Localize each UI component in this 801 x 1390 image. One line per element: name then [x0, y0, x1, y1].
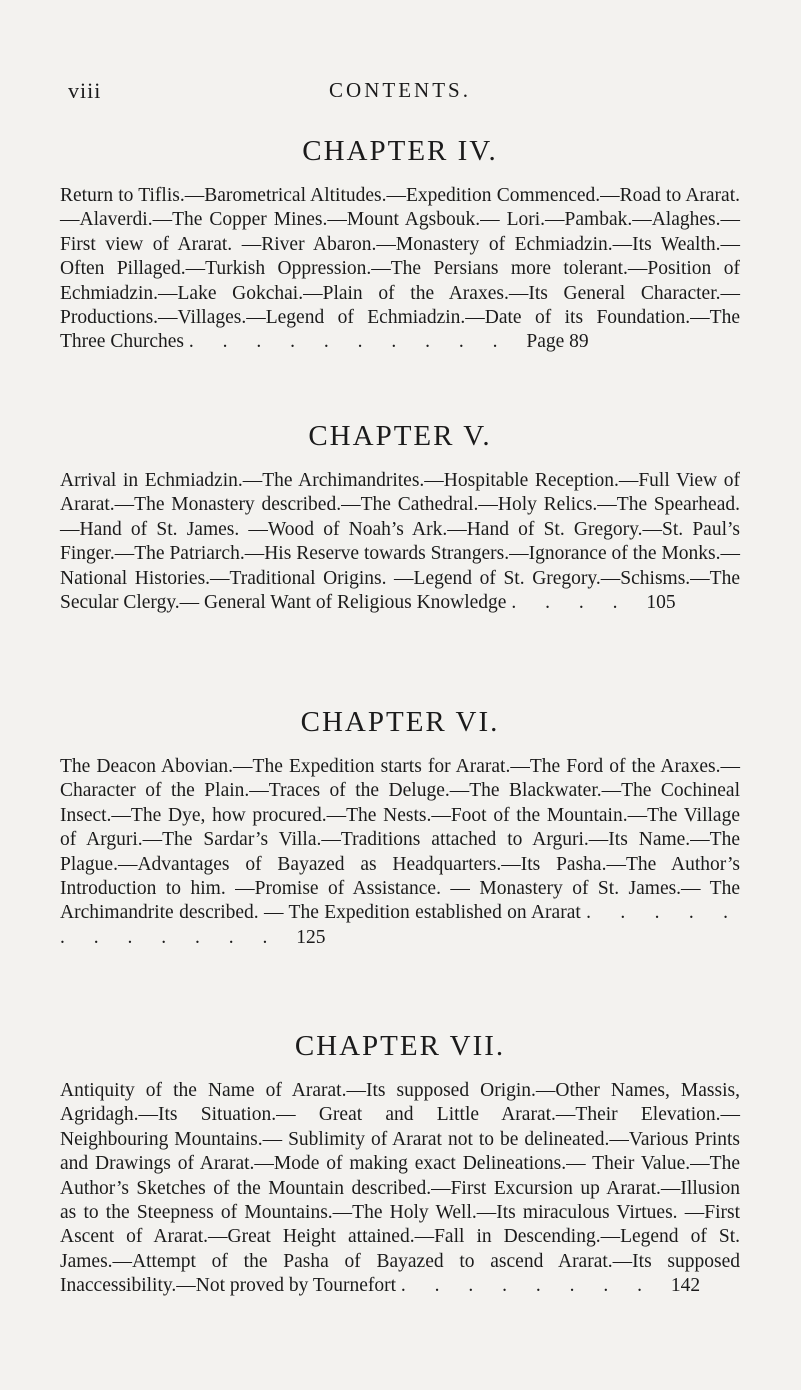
page-number: viii [68, 78, 102, 103]
chapter-heading: CHAPTER VII. [294, 1030, 506, 1062]
page-reference: 142 [670, 1275, 701, 1297]
chapter-summary [60, 469, 740, 615]
dot-leader: . . . . . . . . . . . . [60, 902, 741, 948]
summary-text: Arrival in Echmiadzin.—The Archimandrites.—Hospitable Reception.—Full View of Ararat.—The Monastery described.—The Cathedral.—Holy Relics.—The Spearhead.—Hand of St. James. —Wood of Noah’s Ark.—Hand of St. Gregory.—St. Paul’s Finger.—The Patriarch.—His Reserve towards Strangers.—Ignorance of the Monks.—National Histories.—Traditional Origins. —Legend of St. Gregory.—Schisms.—The Secular Clergy.— General Want of Religious Knowledge [60, 470, 740, 614]
chapter-entry-v [60, 420, 740, 615]
page-reference: 125 [296, 926, 326, 948]
dot-leader: . . . . . . . . . . [188, 331, 527, 353]
chapter-entry-vi [60, 706, 740, 950]
chapter-heading: CHAPTER VI. [300, 706, 500, 738]
page-reference: 105 [646, 592, 676, 614]
summary-text: Antiquity of the Name of Ararat.—Its supposed Origin.—Other Names, Massis, Agridagh.—Its Situation.— Great and Little Ararat.—Their Elevation.— Neighbouring Mountains.— Sublimity of Ararat not to be delineated.—Various Prints and Drawings of Ararat.—Mode of making exact Delineations.— Their Value.—The Author’s Sketches of the Mountain described.—First Excursion up Ararat.—Illusion as to the Steepness of Mountains.—The Holy Well.—Its miraculous Virtues. —First Ascent of Ararat.—Great Height attained.—Fall in Descending.—Legend of St. James.—Attempt of the Pasha of Bayazed to ascend Ararat.—Its supposed Inaccessibility.—Not proved by Tournefort [60, 1080, 740, 1297]
chapter-summary [60, 1079, 740, 1299]
chapter-heading: CHAPTER V. [308, 420, 492, 452]
dot-leader: . . . . [511, 592, 647, 614]
summary-text: The Deacon Abovian.—The Expedition starts for Ararat.—The Ford of the Araxes.—Character of the Plain.—Traces of the Deluge.—The Blackwater.—The Cochineal Insect.—The Dye, how procured.—The Nests.—Foot of the Mountain.—The Village of Arguri.—The Sardar’s Villa.—Traditions attached to Arguri.—Its Name.—The Plague.—Advantages of Bayazed as Headquarters.—Its Pasha.—The Author’s Introduction to him. —Promise of Assistance. — Monastery of St. James.— The Archimandrite described. — The Expedition established on Ararat [60, 756, 740, 924]
chapter-summary [60, 755, 740, 950]
chapter-heading: CHAPTER IV. [302, 135, 498, 167]
chapter-summary [60, 184, 740, 355]
running-title: CONTENTS. [329, 78, 471, 102]
summary-text: Return to Tiflis.—Barometrical Altitudes.—Expedition Commenced.—Road to Ararat.—Alaverdi.—The Copper Mines.—Mount Agsbouk.— Lori.—Pambak.—Alaghes.—First view of Ararat. —River Abaron.—Monastery of Echmiadzin.—Its Wealth.— Often Pillaged.—Turkish Oppression.—The Persians more tolerant.—Position of Echmiadzin.—Lake Gokchai.—Plain of the Araxes.—Its General Character.—Productions.—Villages.—Legend of Echmiadzin.—Date of its Foundation.—The Three Churches [60, 185, 740, 353]
chapter-entry-iv [60, 135, 740, 355]
running-head [60, 78, 740, 108]
chapter-entry-vii [60, 1030, 740, 1299]
page-reference: Page 89 [526, 331, 589, 353]
dot-leader: . . . . . . . . [400, 1275, 671, 1297]
